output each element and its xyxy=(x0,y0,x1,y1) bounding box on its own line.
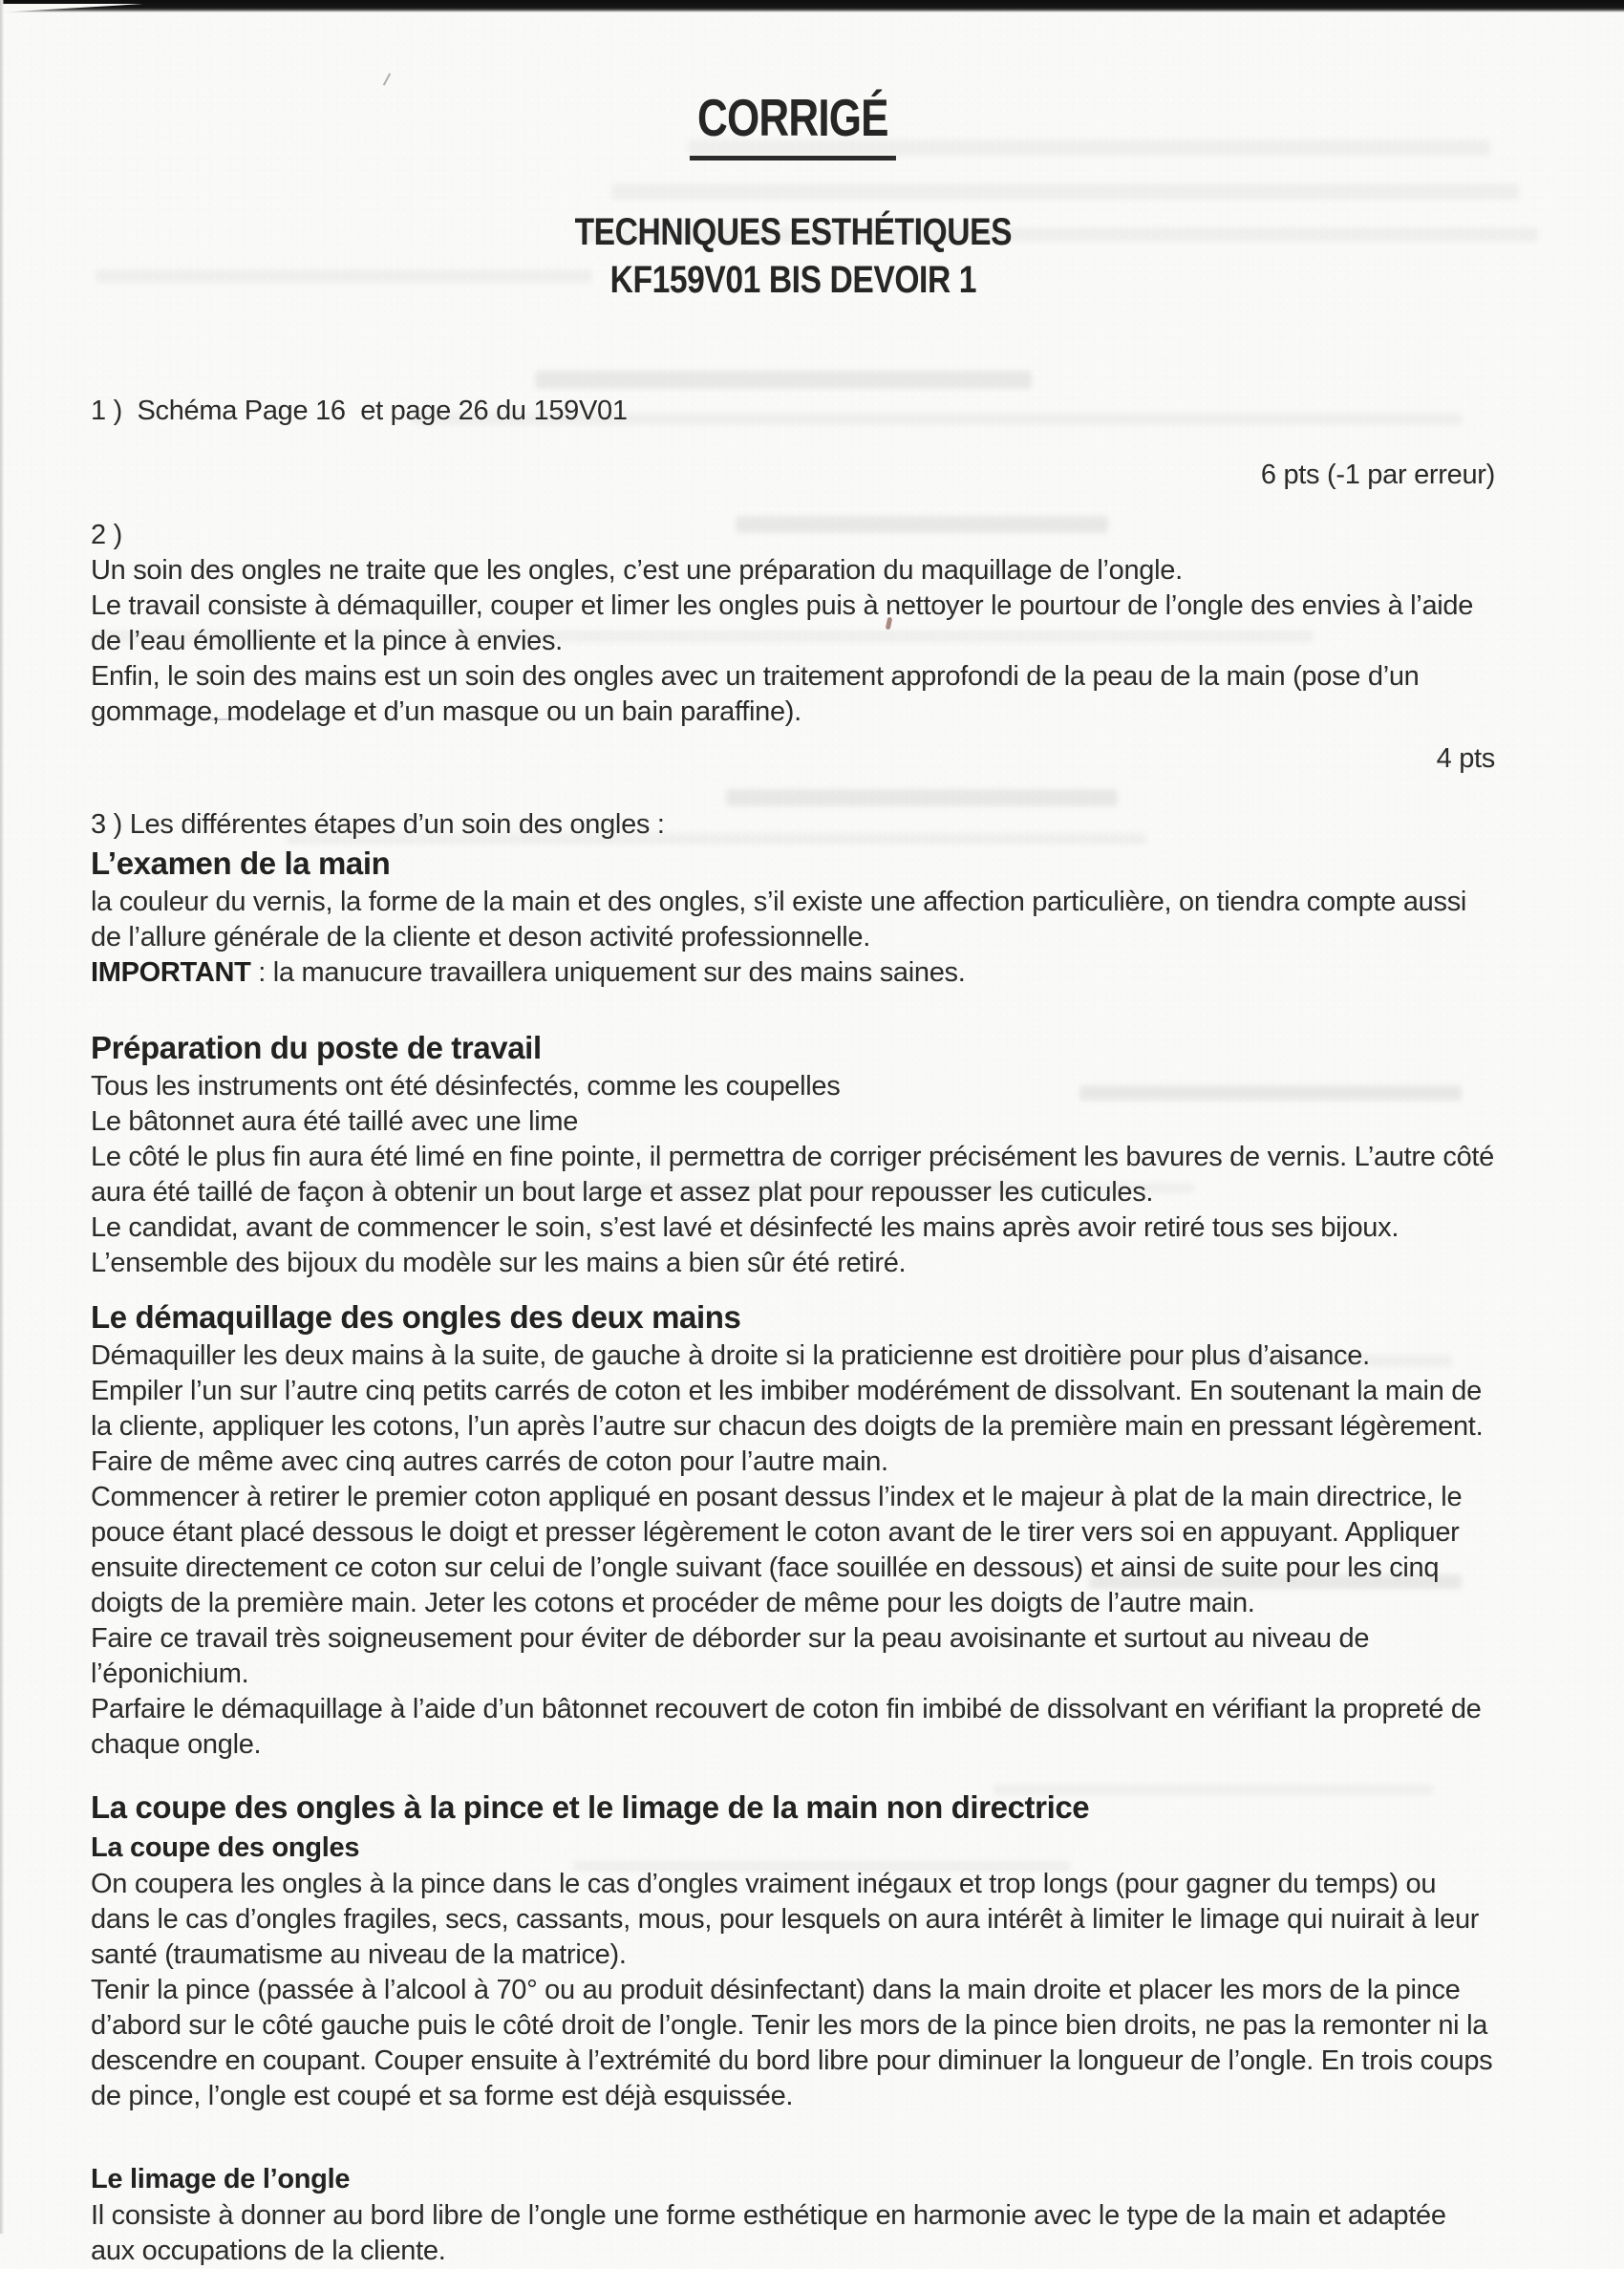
subsection-heading-coupe-ongles: La coupe des ongles xyxy=(91,1832,360,1863)
question-2-points: 4 pts xyxy=(1436,743,1495,774)
section-paragraph: Faire ce travail très soigneusement pour éviter de déborder sur la peau avoisinante et surtout au niveau de l’éponichium. xyxy=(91,1623,1370,1689)
question-2-paragraph: Enfin, le soin des mains est un soin des ongles avec un traitement approfondi de la peau de la main (pose d’un gommage, modelage et d’un masque ou un bain paraffine). xyxy=(91,661,1420,727)
important-note xyxy=(91,955,1495,991)
question-1-text: 1 ) Schéma Page 16 et page 26 du 159V01 xyxy=(91,396,628,426)
section-heading-coupe-limage: La coupe des ongles à la pince et le limage de la main non directrice xyxy=(91,1789,1090,1825)
section-paragraph: Le côté le plus fin aura été limé en fine pointe, il permettra de corriger précisément les bavures de vernis. L’autre côté aura été taillé de façon à obtenir un bout large et assez plat pour repousser les cuticules. xyxy=(91,1142,1494,1208)
section-paragraph: Démaquiller les deux mains à la suite, de gauche à droite si la praticienne est droitière pour plus d’aisance. xyxy=(91,1340,1370,1371)
section-paragraph: la couleur du vernis, la forme de la main et des ongles, s’il existe une affection particulière, on tiendra compte aussi de l’allure générale de la cliente et deson activité professionnelle. xyxy=(91,887,1467,953)
section-heading-demaquillage: Le démaquillage des ongles des deux mains xyxy=(91,1299,741,1335)
section-paragraph: Tenir la pince (passée à l’alcool à 70° ou au produit désinfectant) dans la main droite et placer les mors de la pince d’abord sur le côté gauche puis le côté droit de l’ongle. Tenir les mors de la pince bien droits, ne pas la remonter ni la descendre en coupant. Couper ensuite à l’extrémité du bord libre pour diminuer la longueur de l’ongle. En trois coups de pince, l’ongle est coupé et sa forme est déjà esquissée. xyxy=(91,1975,1493,2111)
important-text: : la manucure travaillera uniquement sur des mains saines. xyxy=(250,957,966,988)
question-2-block xyxy=(91,518,1495,777)
section-paragraph: Il consiste à donner au bord libre de l’ongle une forme esthétique en harmonie avec le type de la main et adaptée aux occupations de la cliente. xyxy=(91,2200,1446,2266)
question-2-paragraph: Un soin des ongles ne traite que les ongles, c’est une préparation du maquillage de l’ongle. xyxy=(91,555,1183,586)
important-label: IMPORTANT xyxy=(91,957,251,988)
subtitle-line-1: TECHNIQUES ESTHÉTIQUES xyxy=(574,211,1012,253)
section-paragraph: Le candidat, avant de commencer le soin, s’est lavé et désinfecté les mains après avoir retiré tous ses bijoux. xyxy=(91,1212,1400,1243)
section-paragraph: L’ensemble des bijoux du modèle sur les mains a bien sûr été retiré. xyxy=(91,1248,907,1278)
question-1-points: 6 pts (-1 par erreur) xyxy=(1260,460,1495,490)
section-heading-examen-main: L’examen de la main xyxy=(91,846,391,881)
subtitle-block xyxy=(91,208,1495,304)
section-paragraph: On coupera les ongles à la pince dans le cas d’ongles vraiment inégaux et trop longs (pour gagner du temps) ou dans le cas d’ongles fragiles, secs, cassants, mous, pour lesquels on aura intérêt à limiter le limage qui nuirait à leur santé (traumatisme au niveau de la matrice). xyxy=(91,1869,1480,1970)
section-paragraph: Parfaire le démaquillage à l’aide d’un bâtonnet recouvert de coton fin imbibé de dissolvant en vérifiant la propreté de chaque ongle. xyxy=(91,1694,1482,1760)
document-subtitle xyxy=(574,208,1011,304)
question-2-label: 2 ) xyxy=(91,520,122,550)
question-2-paragraph: Le travail consiste à démaquiller, couper et limer les ongles puis à nettoyer le pourtour de l’ongle des envies à l’aide de l’eau émolliente et la pince à envies. xyxy=(91,590,1474,656)
question-3-block xyxy=(91,807,1495,2269)
title-block xyxy=(91,0,1495,161)
scan-left-edge-artifact xyxy=(0,0,4,2234)
section-paragraph: Faire de même avec cinq autres carrés de coton pour l’autre main. xyxy=(91,1446,888,1477)
section-paragraph: Le bâtonnet aura été taillé avec une lime xyxy=(91,1106,579,1137)
section-paragraph: Tous les instruments ont été désinfectés, comme les coupelles xyxy=(91,1071,841,1102)
section-heading-preparation-poste: Préparation du poste de travail xyxy=(91,1030,542,1065)
section-paragraph: Commencer à retirer le premier coton appliqué en posant dessus l’index et le majeur à plat de la main directrice, le pouce étant placé dessous le doigt et presser légèrement le coton avant de le tirer vers soi en appuyant. Appliquer ensuite directement ce coton sur celui de l’ongle suivant (face souillée en dessous) et ainsi de suite pour les cinq doigts de la première main. Jeter les cotons et procéder de même pour les doigts de l’autre main. xyxy=(91,1482,1463,1618)
section-paragraph: Empiler l’un sur l’autre cinq petits carrés de coton et les imbiber modérément de dissolvant. En soutenant la main de la cliente, appliquer les cotons, l’un après l’autre sur chacun des doigts de la première main en pressant légèrement. xyxy=(91,1376,1484,1442)
document-title: CORRIGÉ xyxy=(690,92,896,161)
subtitle-line-2: KF159V01 BIS DEVOIR 1 xyxy=(609,259,976,301)
subsection-heading-limage-ongle: Le limage de l’ongle xyxy=(91,2164,351,2194)
question-3-intro: 3 ) Les différentes étapes d’un soin des ongles : xyxy=(91,809,665,840)
document-content xyxy=(91,0,1495,2269)
